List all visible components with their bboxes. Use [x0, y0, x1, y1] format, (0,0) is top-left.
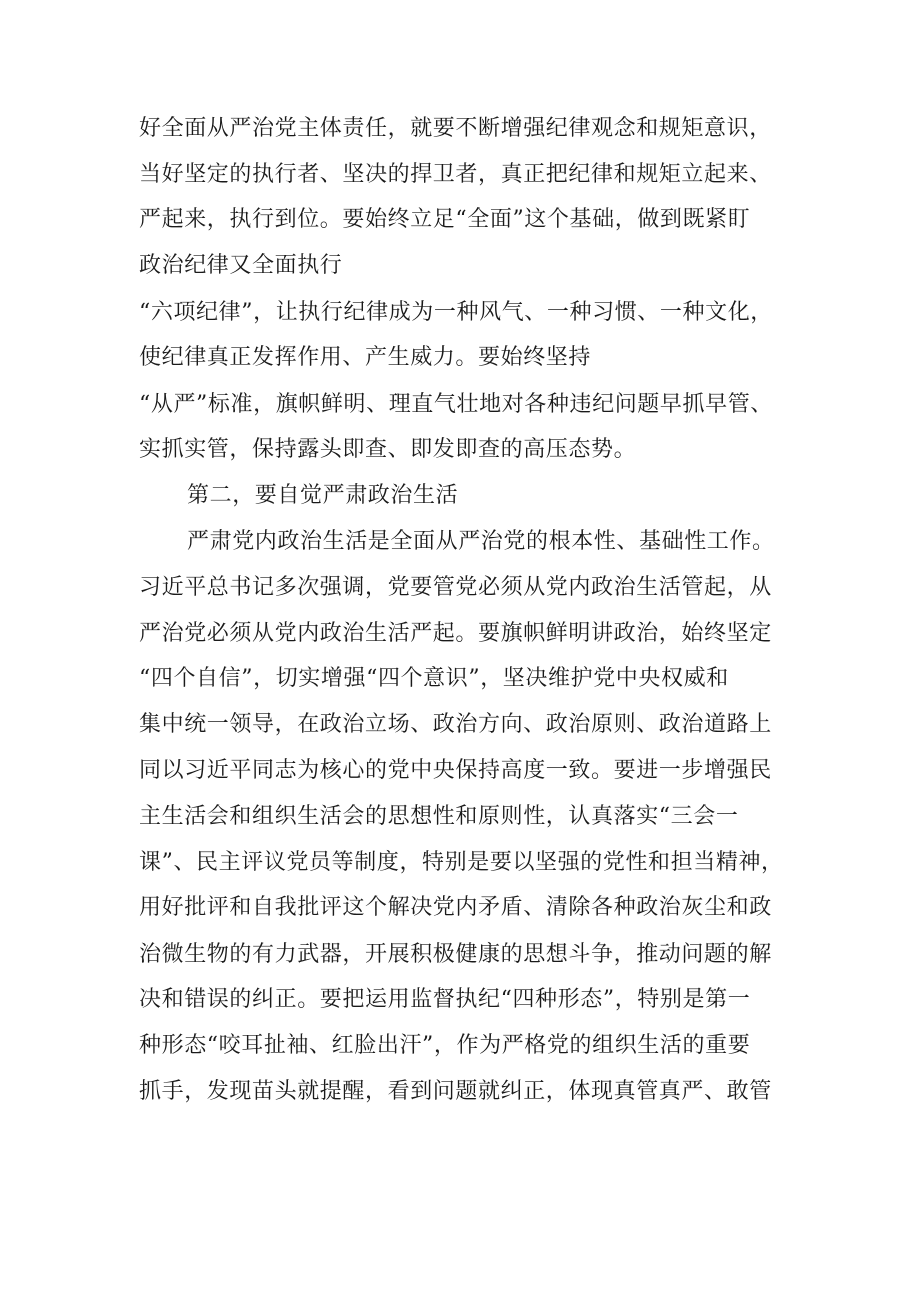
body-text-line: 抓手，发现苗头就提醒，看到问题就纠正，体现真管真严、敢管 — [139, 1079, 772, 1104]
body-text-line: 使纪律真正发挥作用、产生威力。要始终坚持 — [139, 345, 592, 370]
body-text-line: 集中统一领导，在政治立场、政治方向、政治原则、政治道路上 — [139, 712, 772, 737]
body-text-line: 严肃党内政治生活是全面从严治党的根本性、基础性工作。 — [187, 529, 775, 554]
body-text-line: “四个自信”，切实增强“四个意识”，坚决维护党中央权威和 — [139, 666, 729, 691]
body-text-line: 习近平总书记多次强调，党要管党必须从党内政治生活管起，从 — [139, 575, 772, 600]
body-text-line: 好全面从严治党主体责任，就要不断增强纪律观念和规矩意识， — [139, 116, 772, 141]
body-text-line: 主生活会和组织生活会的思想性和原则性，认真落实“三会一 — [139, 804, 739, 829]
body-text-line: 实抓实管，保持露头即查、即发即查的高压态势。 — [139, 437, 637, 462]
body-text-line: 严治党必须从党内政治生活严起。要旗帜鲜明讲政治，始终坚定 — [139, 621, 772, 646]
section-heading: 第二，要自觉严肃政治生活 — [187, 483, 459, 508]
body-text-line: 决和错误的纠正。要把运用监督执纪“四种形态”，特别是第一 — [139, 987, 751, 1012]
body-text-line: 治微生物的有力武器，开展积极健康的思想斗争，推动问题的解 — [139, 942, 772, 967]
body-text-line: 政治纪律又全面执行 — [139, 253, 343, 278]
body-text-line: 课”、民主评议党员等制度，特别是要以坚强的党性和担当精神， — [139, 850, 784, 875]
body-text-line: “从严”标准，旗帜鲜明、理直气壮地对各种违纪问题早抓早管、 — [139, 392, 773, 417]
body-text-line: 当好坚定的执行者、坚决的捍卫者，真正把纪律和规矩立起来、 — [139, 162, 772, 187]
body-text-line: 同以习近平同志为核心的党中央保持高度一致。要进一步增强民 — [139, 758, 772, 783]
body-text-line: 种形态“咬耳扯袖、红脸出汗”，作为严格党的组织生活的重要 — [139, 1033, 751, 1058]
body-text-line: 严起来，执行到位。要始终立足“全面”这个基础，做到既紧盯 — [139, 207, 751, 232]
body-text-line: “六项纪律”，让执行纪律成为一种风气、一种习惯、一种文化， — [139, 300, 773, 325]
body-text-line: 用好批评和自我批评这个解决党内矛盾、清除各种政治灰尘和政 — [139, 895, 772, 920]
